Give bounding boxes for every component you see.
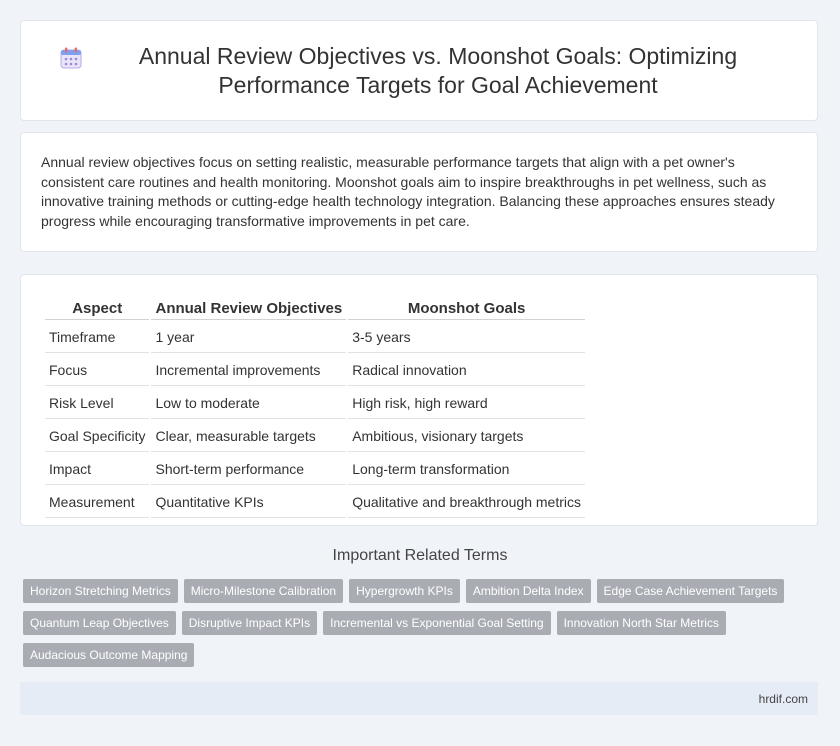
table-cell: Timeframe xyxy=(45,322,149,353)
table-row xyxy=(45,322,585,353)
related-term-tag[interactable]: Micro-Milestone Calibration xyxy=(184,579,343,603)
table-cell: Short-term performance xyxy=(151,454,346,485)
table-cell: High risk, high reward xyxy=(348,388,585,419)
table-cell: Incremental improvements xyxy=(151,355,346,386)
table-cell: Measurement xyxy=(45,487,149,518)
table-cell: Goal Specificity xyxy=(45,421,149,452)
page-title: Annual Review Objectives vs. Moonshot Goals: Optimizing Performance Targets for Goal Achievement xyxy=(138,42,738,98)
table-row xyxy=(45,355,585,386)
table-row xyxy=(45,421,585,452)
footer xyxy=(20,682,818,715)
related-term-tag[interactable]: Audacious Outcome Mapping xyxy=(23,643,194,667)
table-cell: Quantitative KPIs xyxy=(151,487,346,518)
related-term-tag[interactable]: Horizon Stretching Metrics xyxy=(23,579,178,603)
header-moonshot: Moonshot Goals xyxy=(348,297,585,320)
table-cell: Low to moderate xyxy=(151,388,346,419)
related-term-tag[interactable]: Disruptive Impact KPIs xyxy=(182,611,317,635)
title-card xyxy=(20,20,818,121)
intro-card xyxy=(20,132,818,252)
header-aspect: Aspect xyxy=(45,297,149,320)
related-term-tag[interactable]: Hypergrowth KPIs xyxy=(349,579,460,603)
table-cell: Radical innovation xyxy=(348,355,585,386)
comparison-card xyxy=(20,274,818,526)
table-cell: Impact xyxy=(45,454,149,485)
title-wrap xyxy=(59,42,779,100)
table-cell: Qualitative and breakthrough metrics xyxy=(348,487,585,518)
related-term-tag[interactable]: Innovation North Star Metrics xyxy=(557,611,726,635)
table-row xyxy=(45,388,585,419)
calendar-icon xyxy=(59,46,83,70)
related-terms-heading: Important Related Terms xyxy=(332,547,508,564)
header-annual: Annual Review Objectives xyxy=(151,297,346,320)
table-header-row xyxy=(45,297,585,320)
table-cell: Focus xyxy=(45,355,149,386)
table-cell: Long-term transformation xyxy=(348,454,585,485)
table-cell: 3-5 years xyxy=(348,322,585,353)
intro-paragraph: Annual review objectives focus on setting realistic, measurable performance targets that align with a pet owner's consistent care routines and health monitoring. Moonshot goals aim to inspire breakthroughs in pet wellness, such as innovative training methods or cutting-edge health technology integration. Balancing these approaches ensures steady progress while encouraging transformative improvements in pet care. xyxy=(41,154,775,229)
footer-site-link[interactable]: hrdif.com xyxy=(758,691,808,706)
related-term-tag[interactable]: Quantum Leap Objectives xyxy=(23,611,176,635)
comparison-table xyxy=(43,295,587,520)
table-cell: Clear, measurable targets xyxy=(151,421,346,452)
table-cell: 1 year xyxy=(151,322,346,353)
table-cell: Risk Level xyxy=(45,388,149,419)
table-row xyxy=(45,487,585,518)
table-row xyxy=(45,454,585,485)
related-term-tag[interactable]: Incremental vs Exponential Goal Setting xyxy=(323,611,550,635)
related-term-tag[interactable]: Ambition Delta Index xyxy=(466,579,591,603)
table-cell: Ambitious, visionary targets xyxy=(348,421,585,452)
related-term-tag[interactable]: Edge Case Achievement Targets xyxy=(597,579,785,603)
related-terms-list xyxy=(23,579,823,675)
